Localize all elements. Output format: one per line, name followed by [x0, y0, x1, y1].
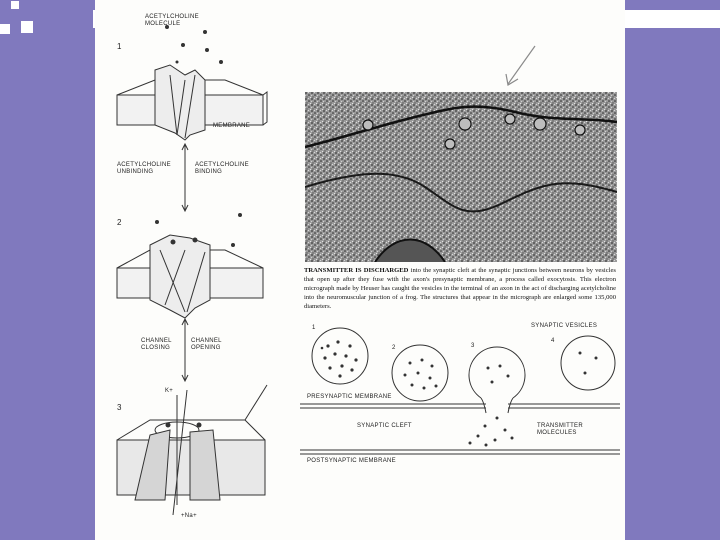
label-k-ion: K+ [165, 388, 174, 394]
decor-square [20, 0, 30, 10]
label-unbinding: ACETYLCHOLINE UNBINDING [117, 162, 171, 175]
decor-square [10, 0, 20, 10]
stage-number: 2 [117, 218, 122, 227]
label-synaptic-vesicles: SYNAPTIC VESICLES [531, 323, 598, 329]
label-channel-opening: CHANNEL OPENING [191, 338, 222, 351]
vesicle-number: 4 [551, 338, 555, 344]
vesicle-number: 1 [312, 325, 316, 331]
channel-binding-drawing [117, 235, 263, 318]
exocytosis-diagram [300, 318, 620, 468]
electron-micrograph [305, 92, 617, 262]
label-transmitter-molecules: TRANSMITTER MOLECULES [537, 423, 583, 436]
stage-number: 3 [117, 403, 122, 412]
title-bar-corner [625, 0, 720, 10]
micrograph-arrow [500, 44, 540, 94]
label-presynaptic-membrane: PRESYNAPTIC MEMBRANE [307, 394, 392, 400]
caption-body: into the synaptic cleft at the synaptic junctions between neurons by vesicles that open up after they fuse with the axon's presynaptic membrane, a process called exocytosis. This electron micrograph made by Heuser has caught the vesicles in the terminal of an axon in the act of discharging acetylcholine into the neuromuscular junction of a frog. The structures that appear in the micrograph are enlarged some 135,000 diameters. [304, 267, 616, 311]
label-acetylcholine-molecule: ACETYLCHOLINE MOLECULE [145, 14, 199, 27]
label-channel-closing: CHANNEL CLOSING [141, 338, 172, 351]
label-binding: ACETYLCHOLINE BINDING [195, 162, 249, 175]
decor-square [58, 0, 92, 34]
figure-caption [304, 266, 616, 311]
vesicle-number: 3 [471, 343, 475, 349]
label-synaptic-cleft: SYNAPTIC CLEFT [357, 423, 412, 429]
stage-number: 1 [117, 42, 122, 51]
decor-square [0, 24, 10, 34]
decor-square [20, 20, 34, 34]
decor-square [10, 12, 20, 22]
decor-square [0, 0, 10, 10]
decor-square [40, 0, 56, 16]
label-membrane: MEMBRANE [213, 123, 251, 129]
scanned-page [95, 0, 625, 540]
caption-lead: TRANSMITTER IS DISCHARGED [304, 267, 409, 274]
receptor-channel-diagrams [95, 0, 295, 540]
vesicle-number: 2 [392, 345, 396, 351]
label-na-ion: +Na+ [181, 513, 197, 519]
channel-open-drawing [117, 385, 267, 515]
label-postsynaptic-membrane: POSTSYNAPTIC MEMBRANE [307, 458, 396, 464]
